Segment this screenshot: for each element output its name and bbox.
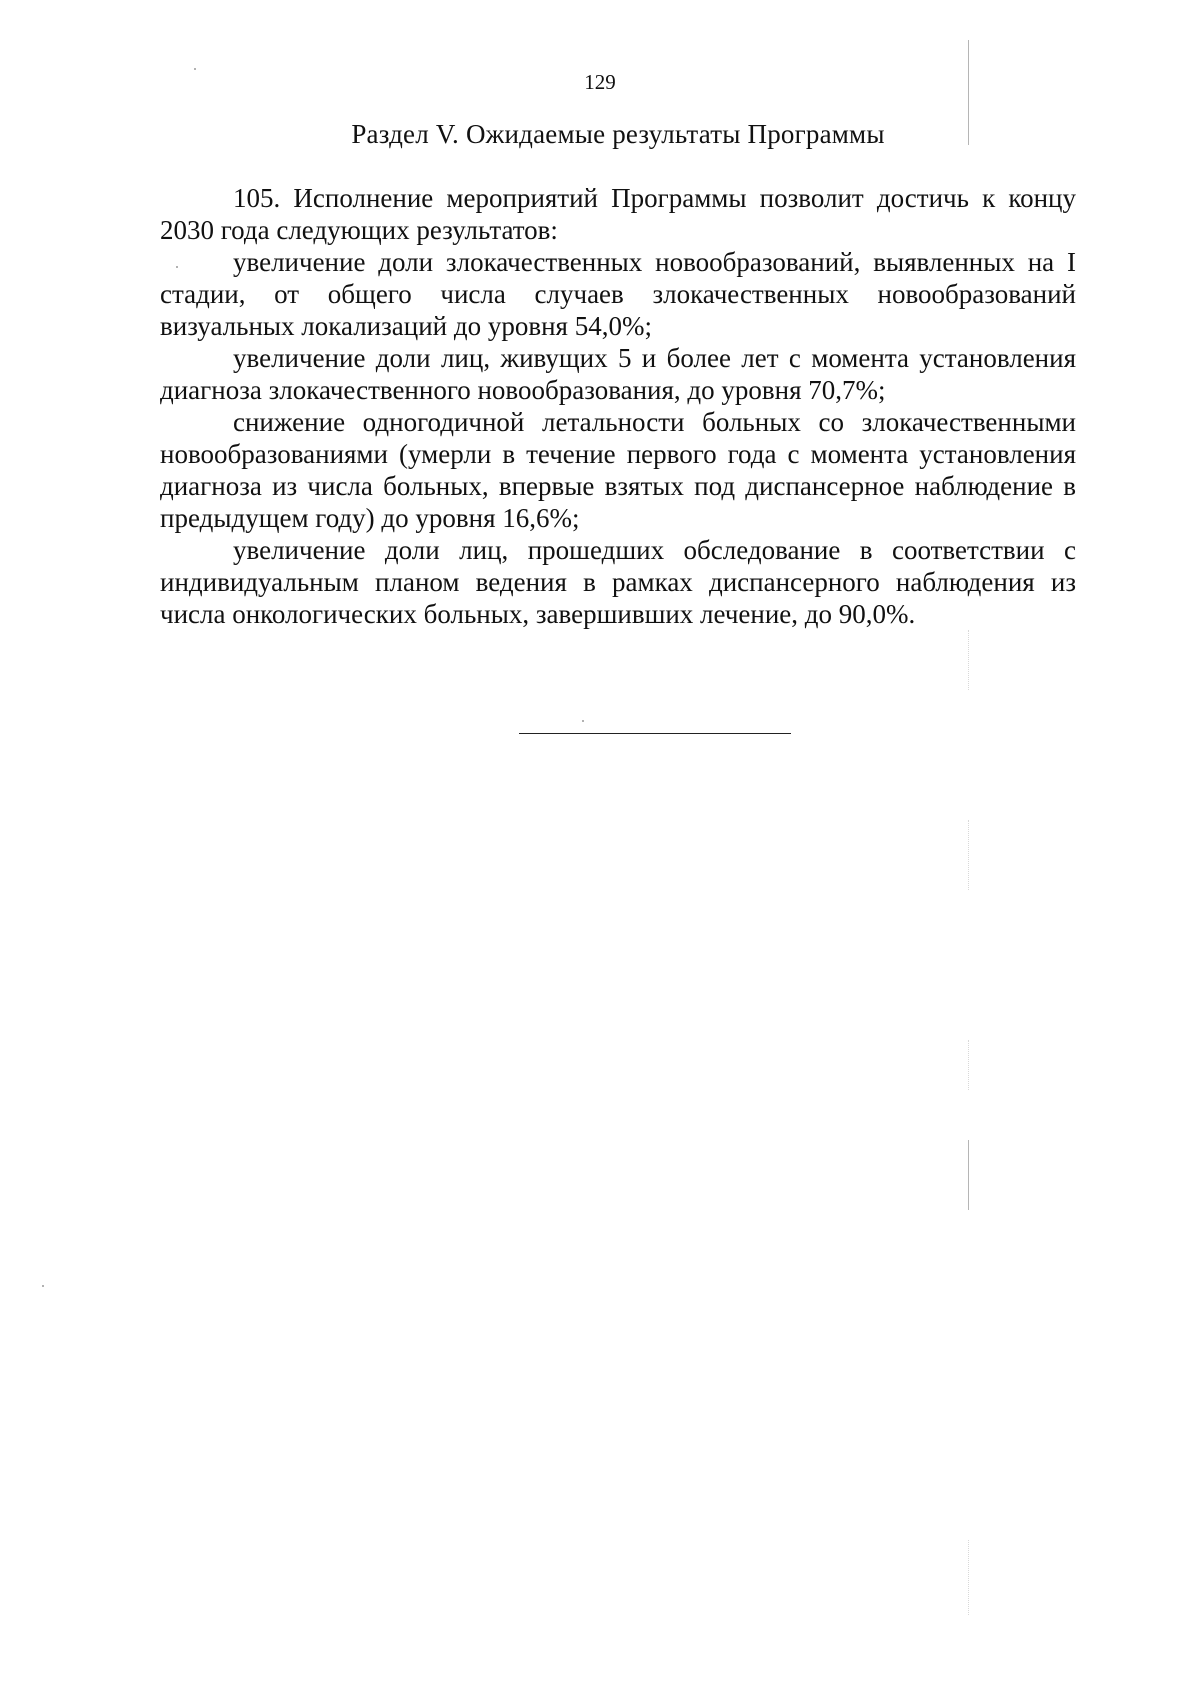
paragraph-result-3: снижение одногодичной летальности больных со злокачественными новообразованиями (умерли в течение первого года с момента установления диагноза из числа больных, впервые взятых под диспансерное наблюдение в предыдущем году) до уровня 16,6%;: [160, 407, 1076, 533]
scan-edge-line: [968, 40, 969, 145]
paragraph-intro: 105. Исполнение мероприятий Программы позволит достичь к концу 2030 года следующих результатов:: [160, 183, 1076, 245]
scan-speck: [176, 266, 178, 268]
scan-speck: [582, 720, 584, 722]
page-number: 129: [584, 70, 616, 94]
paragraph-result-2: увеличение доли лиц, живущих 5 и более лет с момента установления диагноза злокачественного новообразования, до уровня 70,7%;: [160, 343, 1076, 405]
section-title: Раздел V. Ожидаемые результаты Программы: [351, 119, 885, 149]
document-body: [160, 182, 1076, 630]
scan-edge-line: [968, 820, 969, 890]
scan-edge-line: [968, 1040, 969, 1090]
scan-edge-line: [968, 630, 969, 690]
scan-speck: [194, 68, 196, 70]
end-separator-line: [519, 733, 791, 734]
paragraph-result-1: увеличение доли злокачественных новообразований, выявленных на I стадии, от общего числа случаев злокачественных новообразований визуальных локализаций до уровня 54,0%;: [160, 247, 1076, 341]
scan-edge-line: [968, 1540, 969, 1615]
paragraph-result-4: увеличение доли лиц, прошедших обследование в соответствии с индивидуальным планом ведения в рамках диспансерного наблюдения из числа онкологических больных, завершивших лечение, до 90,0%.: [160, 535, 1076, 629]
scan-edge-line: [968, 1140, 969, 1210]
scan-speck: [42, 1285, 44, 1287]
